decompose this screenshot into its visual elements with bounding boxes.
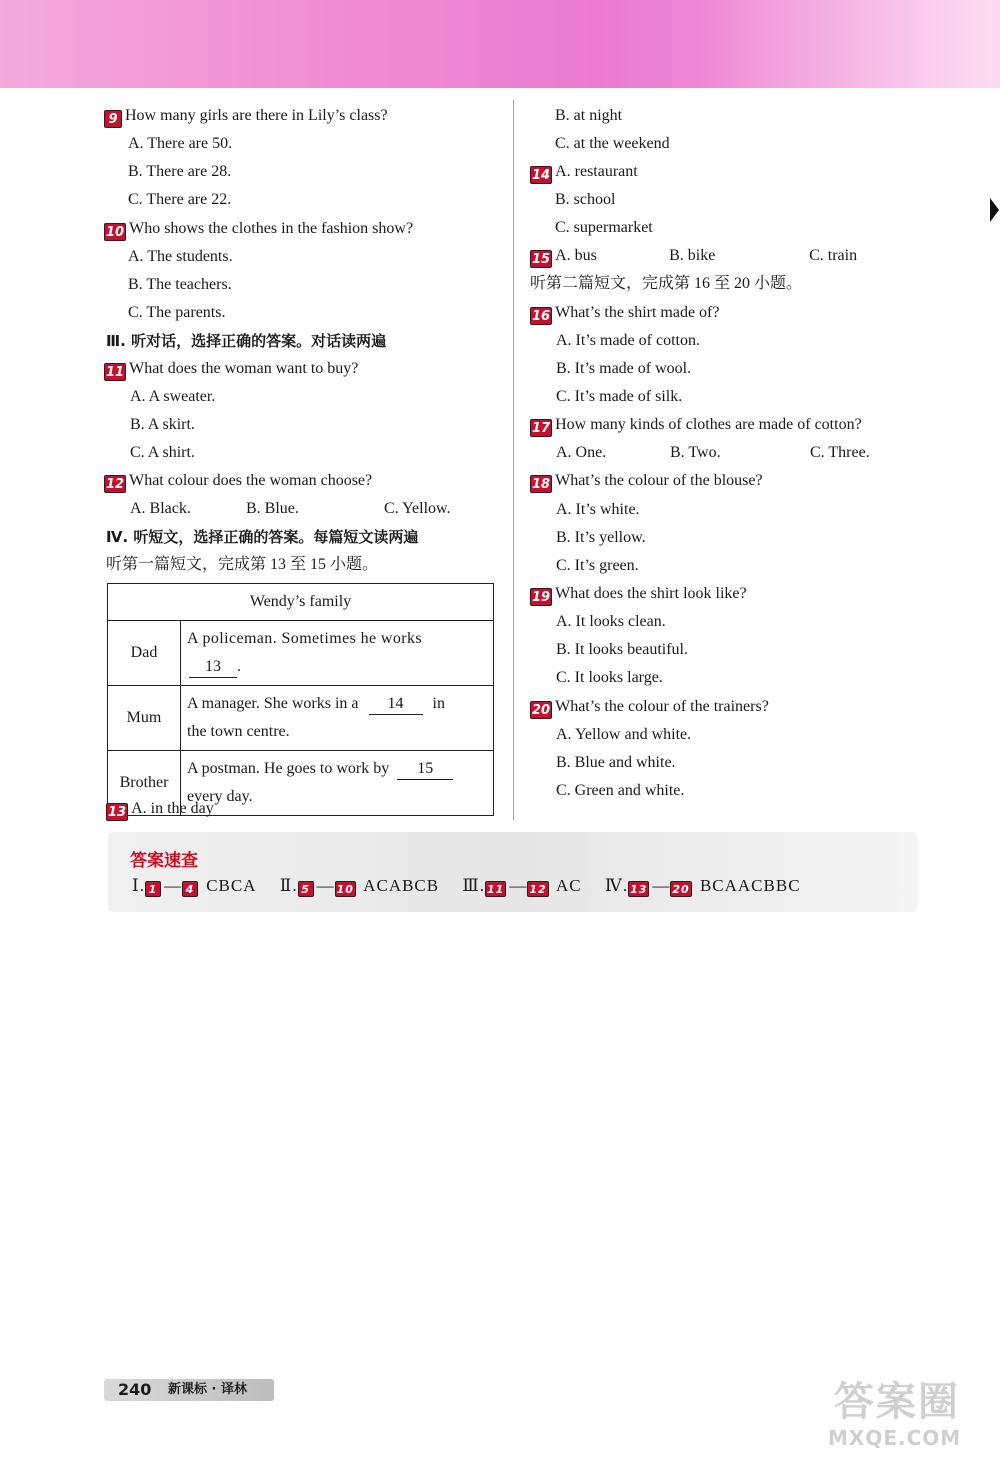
- role-cell: Mum: [108, 686, 181, 751]
- answer-key-line: Ⅰ. 1 — 4 CBCA Ⅱ. 5 — 10 ACABCB Ⅲ. 11 — 12 AC Ⅳ. 13 — 20 BCAACBBC: [132, 876, 801, 896]
- section-heading-4: Ⅳ. 听短文，选择正确的答案。每篇短文读两遍: [106, 528, 419, 546]
- option-b: B. The teachers.: [128, 276, 232, 293]
- role-cell: Dad: [108, 621, 181, 686]
- question-17: [530, 415, 862, 437]
- question-text: What does the woman want to buy?: [129, 360, 359, 377]
- option-row: [130, 499, 451, 519]
- question-number-badge: 9: [104, 110, 122, 128]
- question-19: [530, 584, 747, 606]
- description-cell: A manager. She works in a 14 in the town centre.: [181, 686, 494, 751]
- option-b: B. A skirt.: [130, 416, 195, 433]
- question-16: [530, 303, 719, 325]
- option-c: C. It looks large.: [556, 669, 663, 686]
- answer-range-start-badge: 11: [487, 883, 505, 896]
- option-b: B. Blue and white.: [556, 754, 676, 771]
- option-a: A. Black.: [130, 500, 191, 517]
- question-number-badge: 15: [532, 252, 551, 267]
- option-a: A. Yellow and white.: [556, 726, 692, 743]
- question-text: What’s the colour of the blouse?: [555, 472, 763, 489]
- option-row: [556, 443, 870, 463]
- option-c: C. train: [809, 247, 858, 264]
- role-cell: Brother: [108, 751, 181, 816]
- question-number-badge: 17: [532, 421, 551, 436]
- option-c: C. The parents.: [128, 304, 226, 321]
- watermark-logo: 答案圈 MXQE.COM: [828, 1379, 962, 1450]
- option-c: C. at the weekend: [555, 135, 670, 152]
- question-number-badge: 18: [532, 477, 551, 492]
- question-number-badge: 14: [532, 168, 551, 183]
- question-text: What’s the shirt made of?: [555, 304, 720, 321]
- answer-letters: BCAACBBC: [699, 876, 801, 895]
- blank-15: 15: [397, 759, 453, 780]
- question-text: How many girls are there in Lily’s class?: [125, 107, 388, 124]
- question-text: What does the shirt look like?: [555, 585, 747, 602]
- column-divider: [513, 100, 514, 820]
- option-c: C. It’s green.: [556, 557, 639, 574]
- table-row: [108, 686, 494, 751]
- passage-2-instruction: 听第二篇短文，完成第 16 至 20 小题。: [530, 275, 803, 292]
- option-a: A. A sweater.: [130, 388, 216, 405]
- question-text: Who shows the clothes in the fashion show?: [129, 220, 414, 237]
- question-number-badge: 11: [106, 365, 125, 380]
- question-20: [530, 697, 769, 719]
- question-text: What colour does the woman choose?: [129, 472, 373, 489]
- table-row: [108, 621, 494, 686]
- answer-range-start-badge: 1: [145, 881, 161, 897]
- series-name: 新课标 · 译林: [168, 1382, 247, 1397]
- option-c: C. There are 22.: [128, 191, 232, 208]
- option-b: B. It looks beautiful.: [556, 641, 688, 658]
- option-c: C. A shirt.: [130, 444, 195, 461]
- page-edge-marker: [990, 198, 999, 222]
- description-cell: A policeman. Sometimes he works 13 .: [181, 621, 494, 686]
- blank-14: 14: [369, 694, 423, 715]
- question-9: [104, 106, 388, 128]
- page-footer-tab: [104, 1379, 274, 1401]
- answer-letters: AC: [555, 876, 582, 895]
- answer-range-end-badge: 20: [672, 883, 690, 896]
- question-number-badge: 13: [108, 805, 127, 820]
- option-a: A. restaurant: [555, 163, 638, 180]
- question-text: How many kinds of clothes are made of cotton?: [555, 416, 862, 433]
- option-b: B. school: [555, 191, 616, 208]
- passage-1-instruction: 听第一篇短文，完成第 13 至 15 小题。: [106, 556, 379, 573]
- option-a: A. bus: [555, 247, 597, 264]
- option-a: A. There are 50.: [128, 135, 233, 152]
- table-header: Wendy’s family: [108, 584, 494, 621]
- question-text: What’s the colour of the trainers?: [555, 698, 769, 715]
- description-cell: A postman. He goes to work by 15 every day.: [181, 751, 494, 816]
- option-c: C. Yellow.: [384, 500, 451, 517]
- option-a: A. The students.: [128, 248, 233, 265]
- question-number-badge: 20: [532, 703, 551, 718]
- question-number-badge: 19: [532, 590, 551, 605]
- question-number-badge: 12: [106, 477, 125, 492]
- answer-range-start-badge: 5: [298, 881, 314, 897]
- page-number: 240: [118, 1380, 152, 1399]
- question-11: [104, 359, 358, 381]
- answer-letters: ACABCB: [363, 876, 440, 895]
- option-c: C. It’s made of silk.: [556, 388, 683, 405]
- answer-range-end-badge: 12: [529, 883, 547, 896]
- answer-key-box: [108, 832, 918, 912]
- header-banner-highlight: [700, 0, 1000, 88]
- wendys-family-table: [107, 583, 494, 816]
- option-a: A. It looks clean.: [556, 613, 666, 630]
- option-b: B. Blue.: [246, 500, 299, 517]
- question-14: [530, 162, 638, 184]
- option-b: B. It’s made of wool.: [556, 360, 692, 377]
- option-c: C. Three.: [810, 444, 870, 461]
- blank-13: 13: [189, 657, 237, 678]
- question-13: [106, 799, 214, 821]
- option-a: A. in the day: [131, 800, 214, 817]
- option-a: A. One.: [556, 444, 607, 461]
- answer-range-end-badge: 10: [336, 883, 354, 896]
- option-c: C. supermarket: [555, 219, 653, 236]
- answer-range-end-badge: 4: [182, 881, 198, 897]
- option-b: B. at night: [555, 107, 623, 124]
- option-b: B. There are 28.: [128, 163, 232, 180]
- question-10: [104, 219, 413, 241]
- answer-key-title: 答案速查: [130, 851, 198, 871]
- option-b: B. It’s yellow.: [556, 529, 646, 546]
- section-heading-3: Ⅲ. 听对话，选择正确的答案。对话读两遍: [106, 332, 387, 350]
- option-a: A. It’s white.: [556, 501, 640, 518]
- question-number-badge: 16: [532, 309, 551, 324]
- question-15: [530, 246, 857, 268]
- answer-range-start-badge: 13: [630, 883, 648, 896]
- question-18: [530, 471, 763, 493]
- question-12: [104, 471, 372, 493]
- option-b: B. bike: [669, 247, 716, 264]
- option-b: B. Two.: [670, 444, 721, 461]
- option-c: C. Green and white.: [556, 782, 685, 799]
- question-number-badge: 10: [106, 225, 125, 240]
- option-a: A. It’s made of cotton.: [556, 332, 700, 349]
- answer-letters: CBCA: [206, 876, 257, 895]
